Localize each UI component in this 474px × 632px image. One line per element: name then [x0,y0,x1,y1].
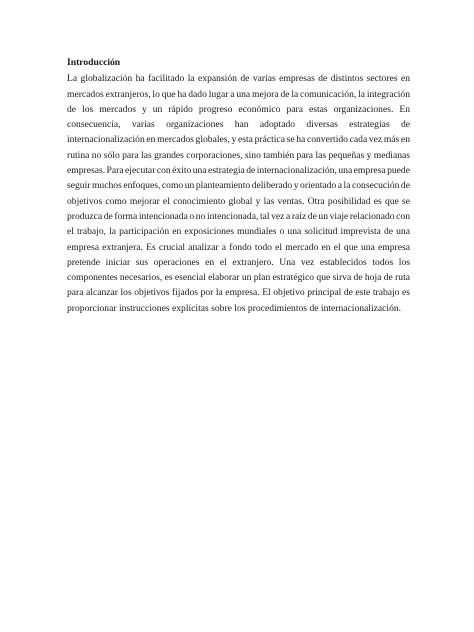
paragraph-line: empresa extranjera. Es crucial analizar a fondo todo el mercado en el que una empresa [67,241,410,253]
paragraph-line: consecuencia, varias organizaciones han adoptado diversas estrategias de [67,119,410,131]
paragraph-line: empresas. Para ejecutar con éxito una estrategia de internacionalización, una empresa puede [67,165,410,177]
section-title: Introducción [67,57,121,68]
paragraph-line: produzca de forma intencionada o no intencionada, tal vez a raíz de un viaje relacionado con [67,210,410,222]
paragraph-line: La globalización ha facilitado la expansión de varias empresas de distintos sectores en [67,73,410,85]
paragraph-line: proporcionar instrucciones explícitas sobre los procedimientos de internacionalización. [67,302,402,314]
paragraph-line: rutina no sólo para las grandes corporaciones, sino también para las pequeñas y medianas [67,149,410,161]
paragraph-line: para alcanzar los objetivos fijados por la empresa. El objetivo principal de este trabajo es [67,287,410,299]
paragraph-line: seguir muchos enfoques, como un planteamiento deliberado y orientado a la consecución de [67,180,410,192]
paragraph-line: pretende iniciar sus operaciones en el extranjero. Una vez establecidos todos los [67,256,410,268]
body-paragraph [67,71,410,316]
paragraph-line: internacionalización en mercados globales, y esta práctica se ha convertido cada vez más en [67,134,410,146]
paragraph-line: mercados extranjeros, lo que ha dado lugar a una mejora de la comunicación, la integración [67,88,410,100]
paragraph-line: el trabajo, la participación en exposiciones mundiales o una solicitud imprevista de una [67,226,410,238]
paragraph-line: componentes necesarios, es esencial elaborar un plan estratégico que sirva de hoja de ruta [67,272,410,284]
paragraph-line: de los mercados y un rápido progreso económico para estas organizaciones. En [67,103,410,115]
paragraph-line: objetivos como mejorar el conocimiento global y las ventas. Otra posibilidad es que se [67,195,410,207]
document-content [67,55,410,316]
